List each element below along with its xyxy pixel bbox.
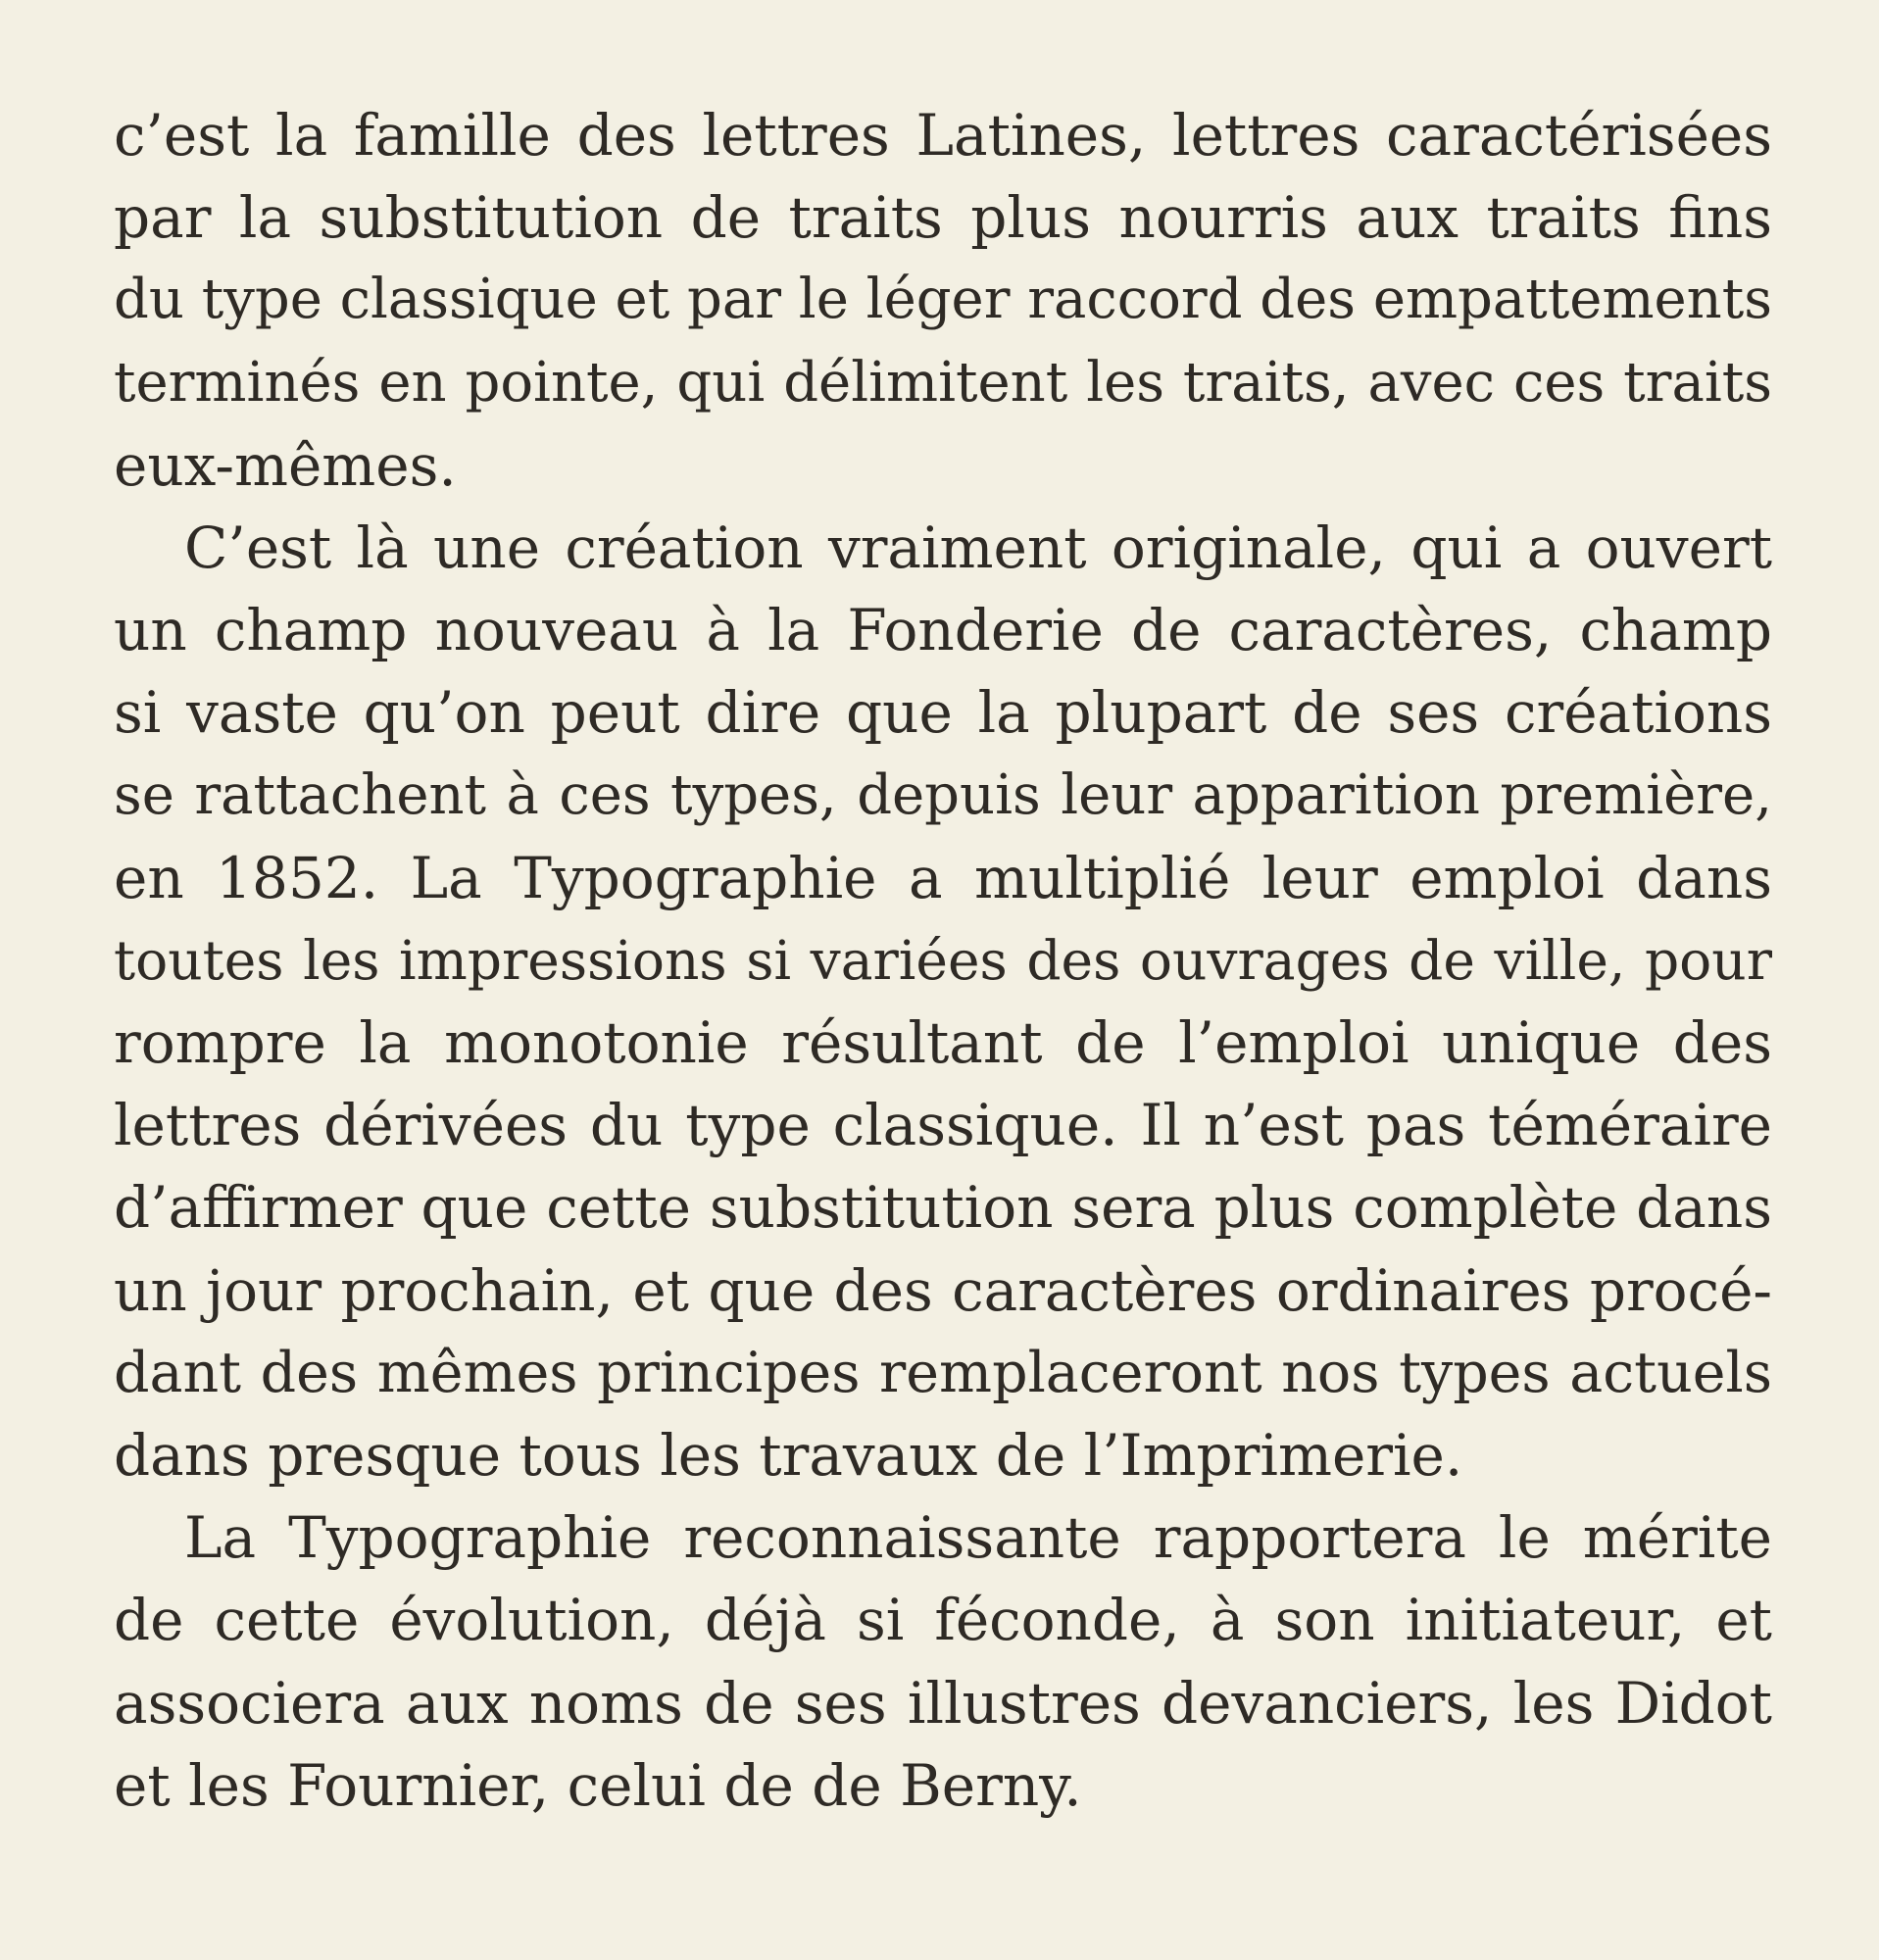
text-line: La Typographie reconnaissante rapportera le mérite — [184, 1504, 1772, 1572]
text-line: dant des mêmes principes remplaceront nos types actuels — [114, 1340, 1772, 1405]
text-line: lettres dérivées du type classique. Il n’est pas téméraire — [114, 1092, 1772, 1159]
text-line: C’est là une création vraiment originale, qui a ouvert — [184, 514, 1772, 581]
text-line: et les Fournier, celui de de Berny. — [114, 1751, 1082, 1819]
text-line: en 1852. La Typographie a multiplié leur emploi dans — [114, 844, 1772, 911]
text-line: se rattachent à ces types, depuis leur apparition première, — [114, 762, 1772, 827]
text-line: un jour prochain, et que des caractères ordinaires procé- — [114, 1256, 1772, 1324]
paragraph-2 — [114, 507, 1772, 1496]
text-line: eux-mêmes. — [114, 431, 457, 499]
text-line: terminés en pointe, qui délimitent les traits, avec ces traits — [114, 350, 1772, 415]
text-line: du type classique et par le léger raccord des empattements — [114, 268, 1772, 332]
paragraph-1 — [114, 94, 1772, 507]
text-line: si vaste qu’on peut dire que la plupart de ses créations — [114, 679, 1772, 747]
paragraph-3 — [114, 1496, 1772, 1827]
text-line: par la substitution de traits plus nourris aux traits fins — [114, 184, 1772, 252]
text-line: dans presque tous les travaux de l’Imprimerie. — [114, 1422, 1463, 1489]
text-line: d’affirmer que cette substitution sera plus complète dans — [114, 1174, 1772, 1242]
text-line: associera aux noms de ses illustres devanciers, les Didot — [114, 1669, 1772, 1737]
text-line: un champ nouveau à la Fonderie de caractères, champ — [114, 597, 1772, 664]
body-text — [114, 94, 1772, 1827]
text-line: c’est la famille des lettres Latines, lettres caractérisées — [114, 102, 1772, 169]
text-line: toutes les impressions si variées des ouvrages de ville, pour — [114, 928, 1772, 992]
text-line: de cette évolution, déjà si féconde, à son initiateur, et — [114, 1587, 1772, 1654]
text-line: rompre la monotonie résultant de l’emploi unique des — [114, 1009, 1772, 1077]
